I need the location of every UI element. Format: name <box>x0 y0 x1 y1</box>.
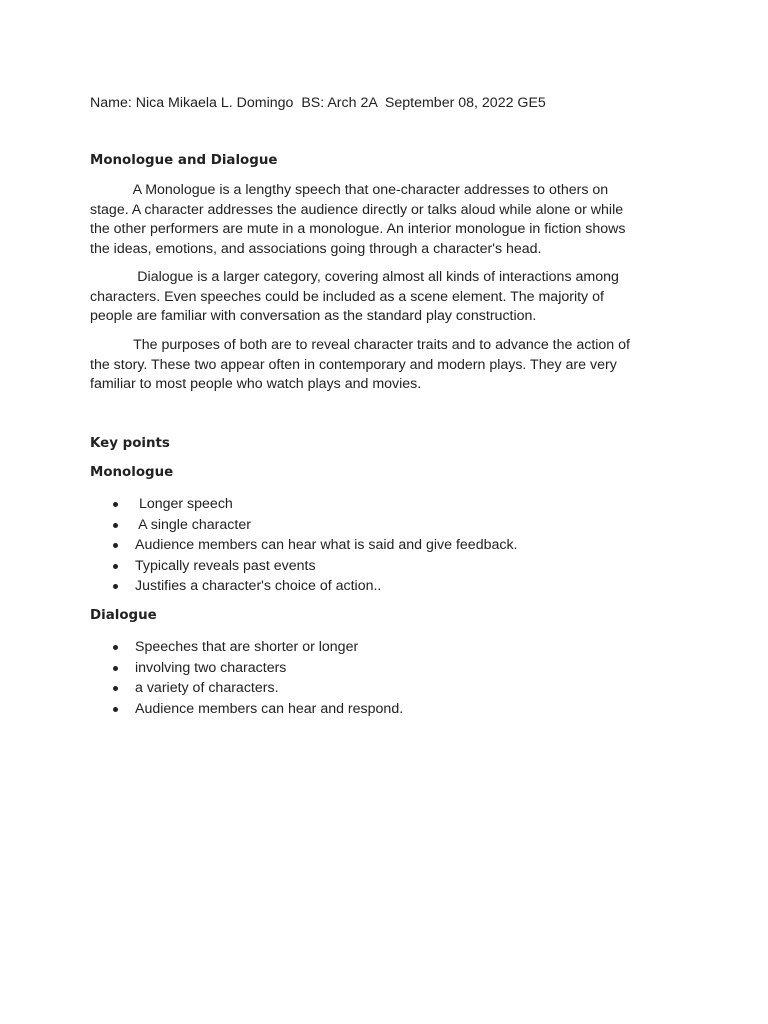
paragraph-line: the story. These two appear often in contemporary and modern plays. They are very <box>90 356 617 373</box>
list-item <box>90 535 518 556</box>
key-points-title: Key points <box>90 436 170 451</box>
monologue-bullet-list <box>90 494 518 597</box>
paragraph-dialogue <box>90 268 675 327</box>
paragraph-line: A Monologue is a lengthy speech that one-character addresses to others on <box>90 182 609 198</box>
paragraph-purposes <box>90 336 675 395</box>
list-item <box>90 637 403 658</box>
list-item-text: Longer speech <box>135 496 233 512</box>
list-item <box>90 699 403 720</box>
list-item-text: involving two characters <box>135 659 287 676</box>
bullet-icon <box>113 564 118 569</box>
paragraph-line: stage. A character addresses the audience directly or talks aloud while alone or while <box>90 201 624 218</box>
list-item <box>90 678 403 699</box>
list-item-text: Justifies a character's choice of action.. <box>135 578 382 595</box>
paragraph-line: familiar to most people who watch plays and movies. <box>90 376 422 392</box>
bullet-icon <box>113 523 118 528</box>
bullet-icon <box>113 645 118 650</box>
dialogue-bullet-list <box>90 637 403 719</box>
monologue-subheading: Monologue <box>90 465 174 480</box>
list-item <box>90 494 518 515</box>
list-item-text: Audience members can hear and respond. <box>135 700 404 717</box>
list-item <box>90 556 518 577</box>
bullet-icon <box>113 686 118 691</box>
paragraph-line: characters. Even speeches could be included as a scene element. The majority of <box>90 288 604 305</box>
paragraph-line: the ideas, emotions, and associations going through a character's head. <box>90 240 542 257</box>
paragraph-monologue <box>90 181 675 259</box>
bullet-icon <box>113 666 118 671</box>
paragraph-line: people are familiar with conversation as the standard play construction. <box>90 308 537 324</box>
list-item-text: a variety of characters. <box>135 680 279 697</box>
bullet-icon <box>113 543 118 548</box>
list-item-text: Speeches that are shorter or longer <box>135 639 359 655</box>
bullet-icon <box>113 584 118 589</box>
list-item <box>90 658 403 679</box>
section-title: Monologue and Dialogue <box>90 153 278 168</box>
bullet-icon <box>113 707 118 712</box>
list-item-text: Audience members can hear what is said and give feedback. <box>135 537 518 554</box>
list-item-text: A single character <box>135 516 251 533</box>
paragraph-line: The purposes of both are to reveal character traits and to advance the action of <box>90 337 630 353</box>
bullet-icon <box>113 502 118 507</box>
list-item-text: Typically reveals past events <box>135 557 316 574</box>
list-item <box>90 576 518 597</box>
student-info-line: Name: Nica Mikaela L. Domingo BS: Arch 2A September 08, 2022 GE5 <box>90 95 546 111</box>
dialogue-subheading: Dialogue <box>90 608 157 623</box>
list-item <box>90 515 518 536</box>
paragraph-line: the other performers are mute in a monologue. An interior monologue in fiction shows <box>90 221 626 237</box>
paragraph-line: Dialogue is a larger category, covering almost all kinds of interactions among <box>90 269 619 285</box>
